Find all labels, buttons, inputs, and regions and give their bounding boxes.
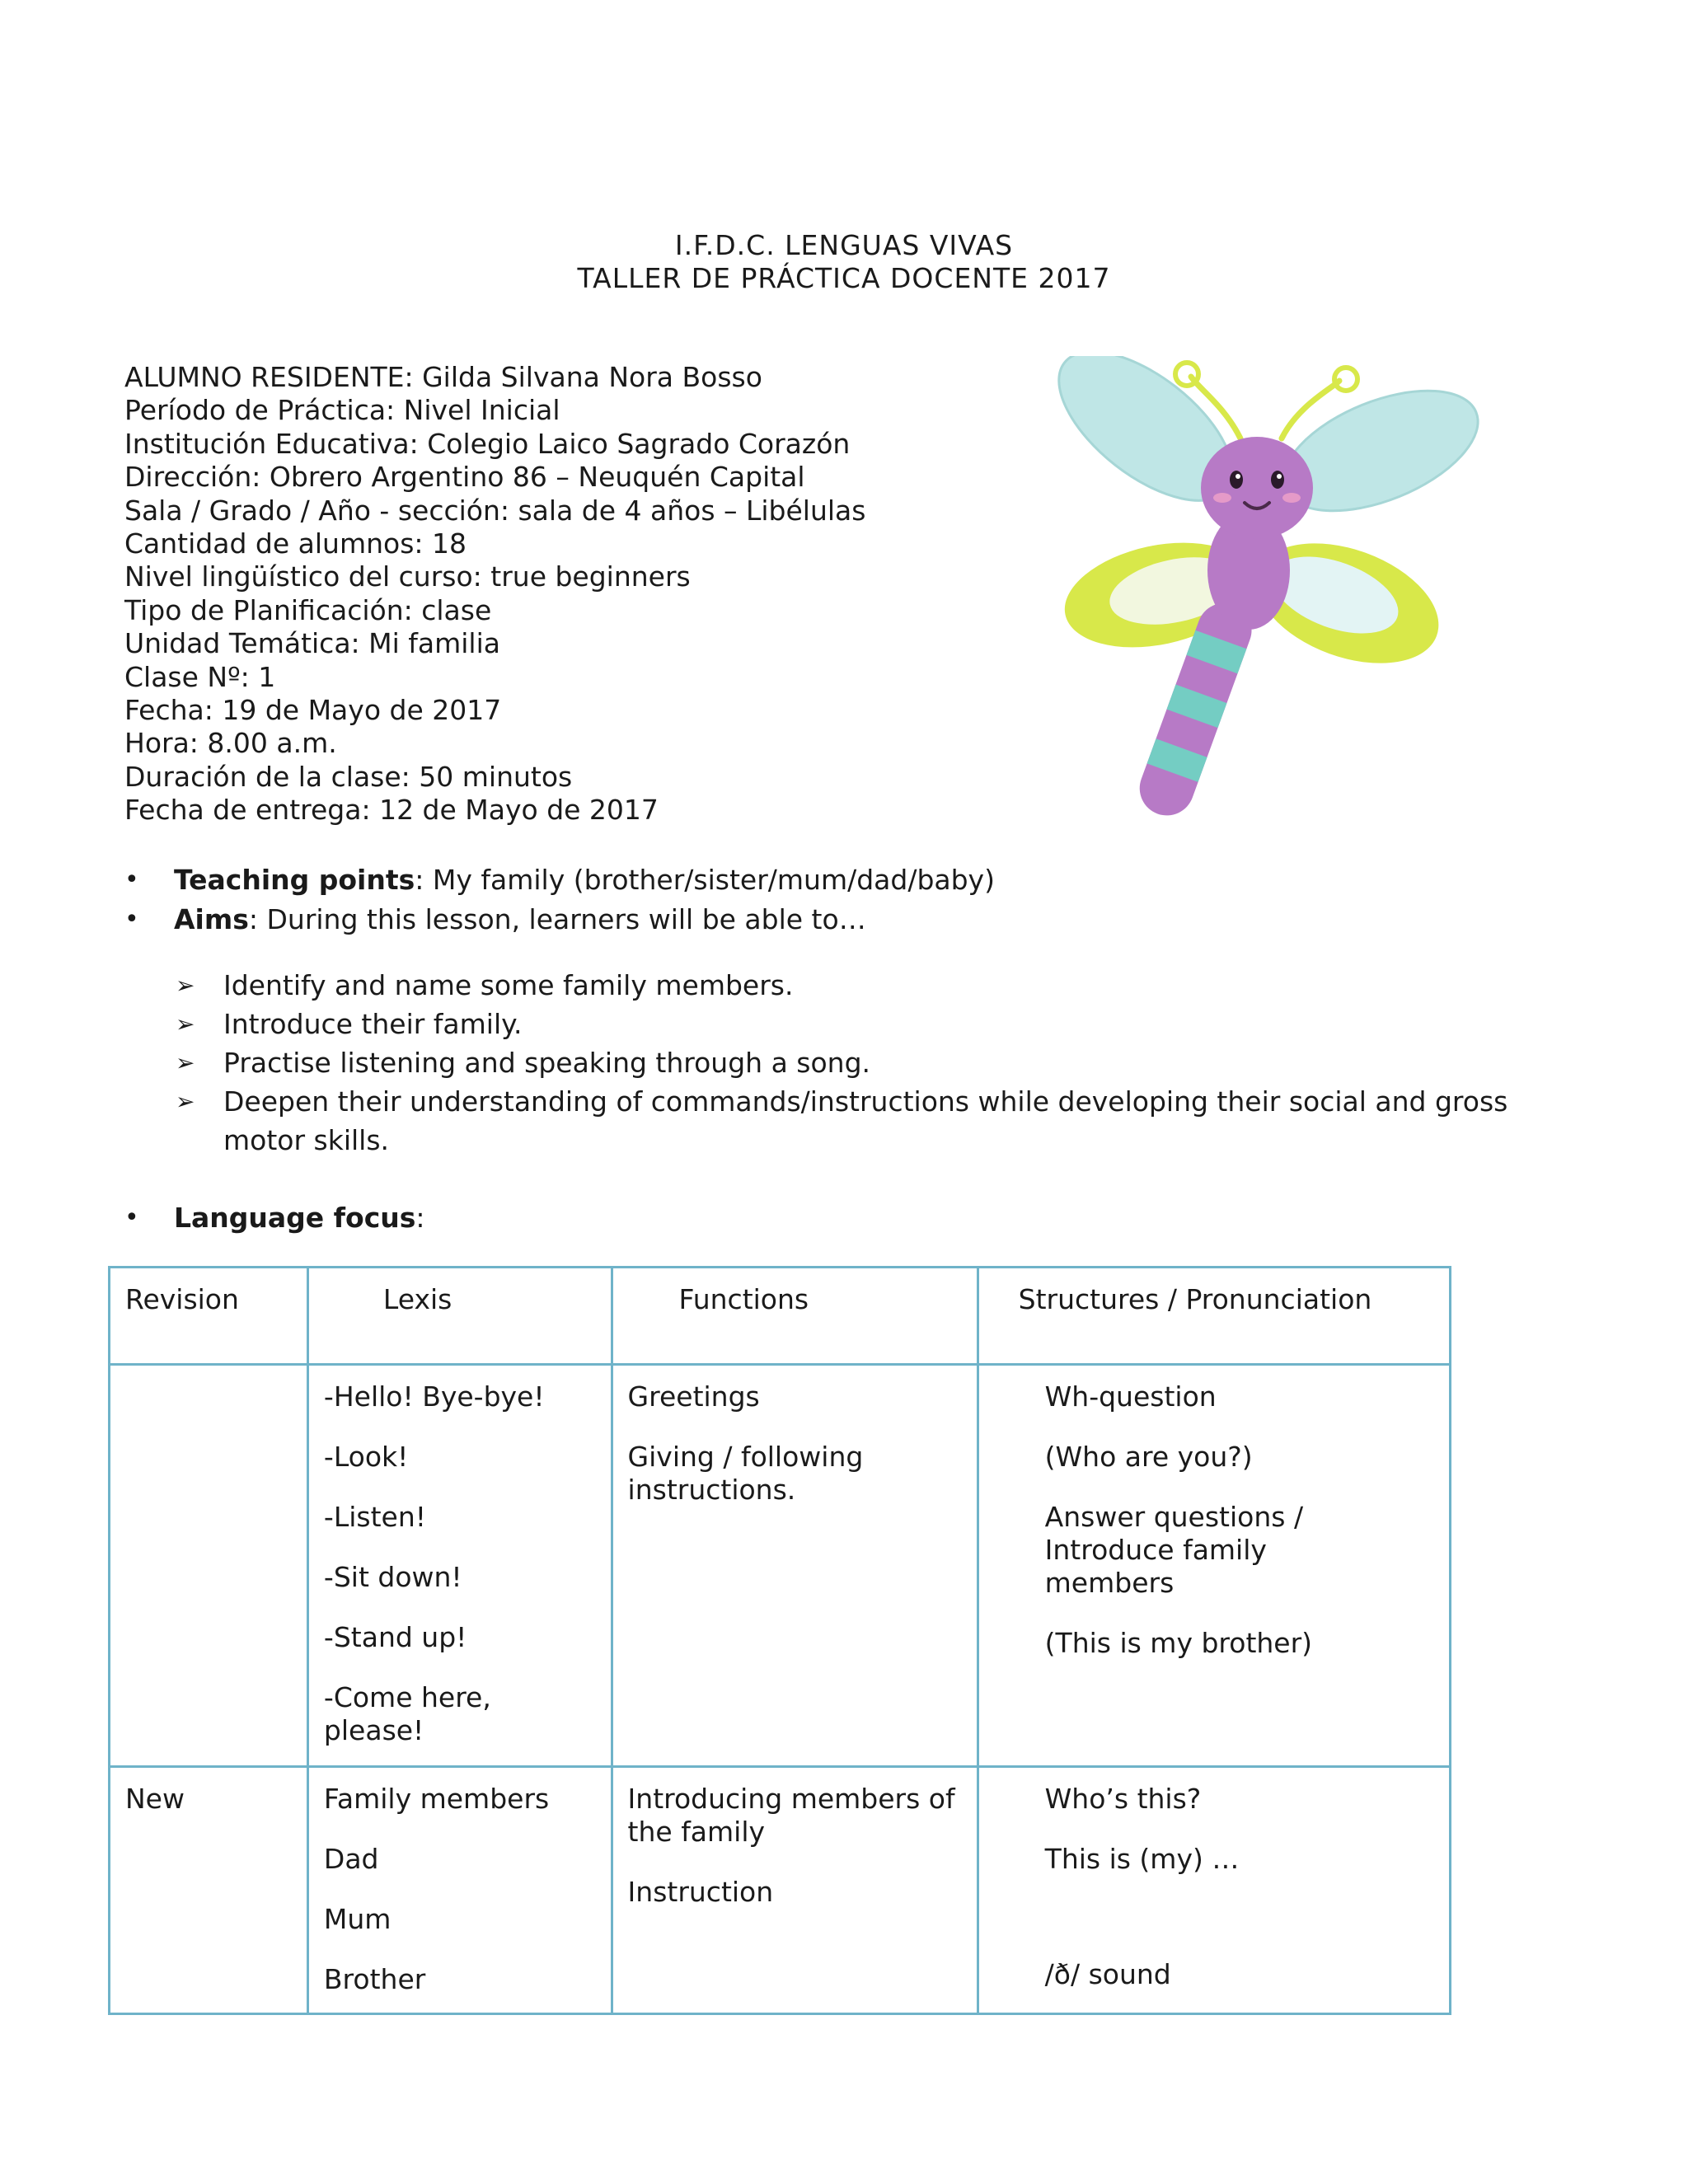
language-focus-suffix: : [415,1202,425,1234]
cell-revision-functions [612,1365,978,1767]
lexis-item: -Stand up! [323,1621,467,1653]
dragonfly-illustration [1034,356,1488,826]
lexis-item: -Listen! [323,1501,426,1533]
bullet-icon: • [124,905,139,934]
aim-text: Introduce their family. [223,1008,523,1040]
structure-item: Answer questions / Introduce family members [1044,1501,1304,1599]
arrow-bullet-icon: ➢ [176,1088,195,1115]
aims-text: : During this lesson, learners will be able to… [248,903,866,935]
language-focus-table [108,1266,1451,2015]
header-revision: Revision [110,1268,308,1365]
table-row-new [110,1767,1451,2014]
structure-item: Who’s this? [1044,1783,1202,1815]
info-student-count: Cantidad de alumnos: 18 [124,527,467,560]
info-student: ALUMNO RESIDENTE: Gilda Silvana Nora Bosso [124,361,762,393]
structure-item: (Who are you?) [1044,1441,1253,1473]
header-institution: I.F.D.C. LENGUAS VIVAS [674,229,1014,261]
header-course: TALLER DE PRÁCTICA DOCENTE 2017 [577,262,1111,294]
structure-item: Wh-question [1044,1380,1217,1413]
info-time: Hora: 8.00 a.m. [124,727,337,760]
function-item: Introducing members of the family [627,1783,955,1848]
lexis-item: Dad [323,1843,379,1875]
lexis-item: -Look! [323,1441,409,1473]
cell-new-functions [612,1767,978,2014]
info-delivery-date: Fecha de entrega: 12 de Mayo de 2017 [124,794,659,827]
info-institution: Institución Educativa: Colegio Laico Sagrado Corazón [124,427,851,460]
bullet-icon: • [124,865,139,894]
cell-new-structures [978,1767,1450,2014]
aim-text: Practise listening and speaking through a song. [223,1047,871,1079]
cell-revision-lexis [307,1365,612,1767]
info-date: Fecha: 19 de Mayo de 2017 [124,694,502,727]
info-address: Dirección: Obrero Argentino 86 – Neuquén Capital [124,461,805,494]
bullet-icon: • [124,1203,139,1232]
teaching-points-label: Teaching points [174,864,415,896]
lexis-item: Mum [323,1903,392,1935]
info-class-number: Clase Nº: 1 [124,660,276,693]
cell-revision-label [110,1365,308,1767]
function-item: Giving / following instructions. [627,1441,864,1506]
aim-text: Identify and name some family members. [223,969,794,1001]
function-item: Instruction [627,1876,774,1908]
table-header-row [110,1268,1451,1365]
lexis-item: -Come here, please! [323,1681,491,1746]
teaching-points-text: : My family (brother/sister/mum/dad/baby) [415,864,995,896]
info-language-level: Nivel lingüístico del curso: true beginners [124,560,691,593]
info-duration: Duración de la clase: 50 minutos [124,760,573,793]
info-class-section: Sala / Grado / Año - sección: sala de 4 años – Libélulas [124,494,866,527]
structure-item: This is (my) … [1044,1843,1240,1875]
info-period: Período de Práctica: Nivel Inicial [124,394,560,427]
lexis-item: Family members [323,1783,550,1815]
info-plan-type: Tipo de Planificación: clase [124,593,492,626]
arrow-bullet-icon: ➢ [176,972,195,999]
lexis-item: Brother [323,1963,426,1995]
arrow-bullet-icon: ➢ [176,1049,195,1076]
language-focus-label: Language focus [174,1202,416,1234]
lexis-item: -Hello! Bye-bye! [323,1380,545,1413]
aim-text: Deepen their understanding of commands/instructions while developing their social and gross motor skills. [223,1085,1508,1156]
cell-new-label: New [110,1767,308,2014]
header-lexis: Lexis [307,1268,612,1365]
aims-label: Aims [174,903,249,935]
table-row-revision [110,1365,1451,1767]
structure-item-phoneme: /ð/ sound [1044,1958,1171,1990]
structure-item: (This is my brother) [1044,1627,1313,1659]
arrow-bullet-icon: ➢ [176,1010,195,1038]
info-unit: Unidad Temática: Mi familia [124,627,500,660]
header-functions: Functions [612,1268,978,1365]
function-item: Greetings [627,1380,760,1413]
info-list [124,361,865,827]
header-structures: Structures / Pronunciation [978,1268,1450,1365]
cell-new-lexis [307,1767,612,2014]
lexis-item: -Sit down! [323,1561,462,1593]
cell-revision-structures [978,1365,1450,1767]
